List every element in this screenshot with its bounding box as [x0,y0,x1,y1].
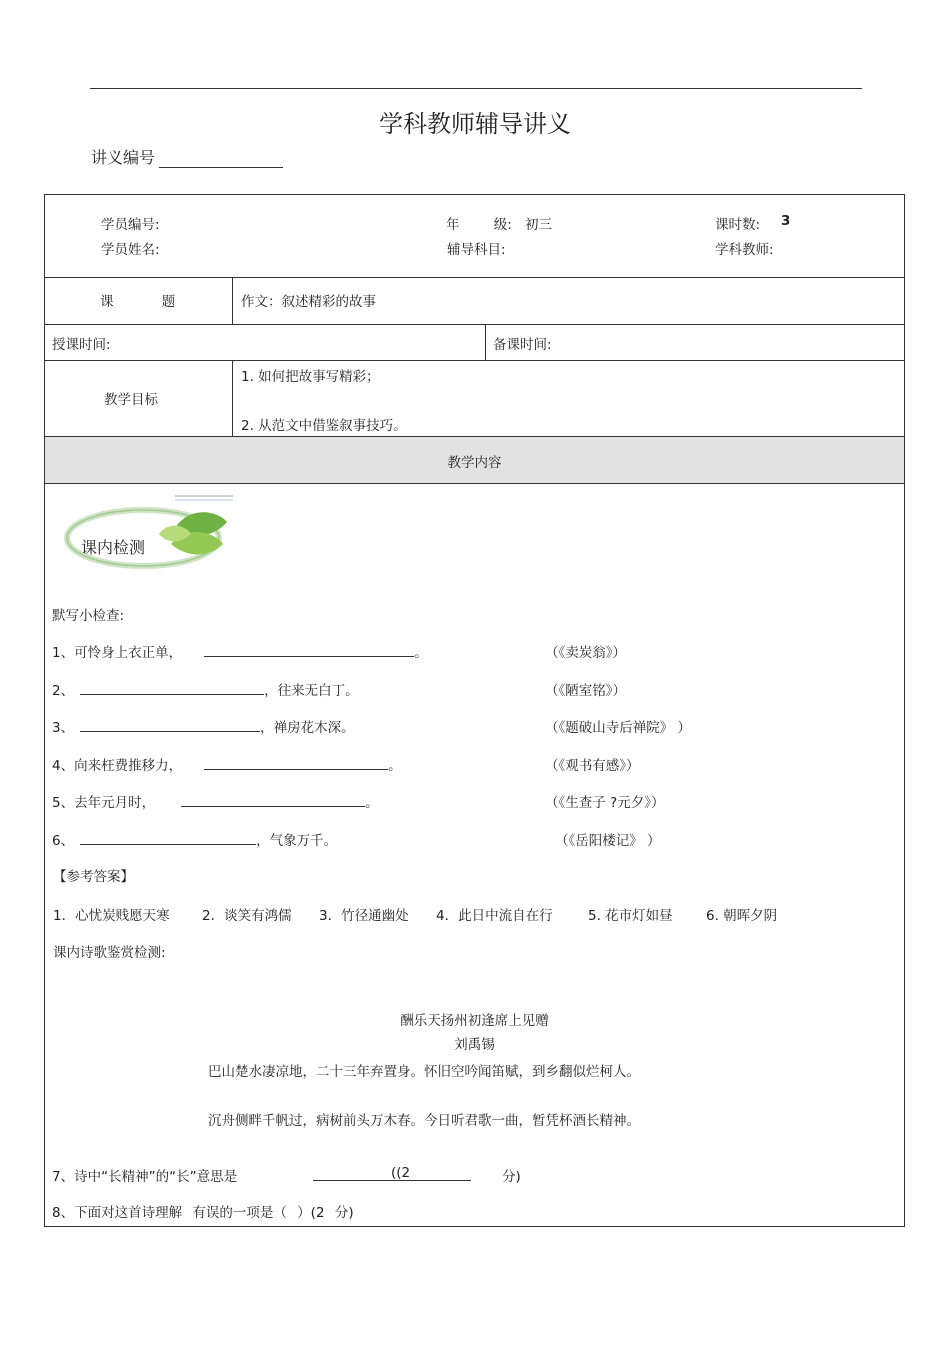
answer-blank [181,792,365,807]
answer-item: 5. 花市灯如昼 [588,908,673,924]
answer-item: 2．谈笑有鸿儒 [202,908,292,924]
dictation-title: 默写小检查: [52,608,125,624]
question-7: 7、诗中“长精神”的“长”意思是 [52,1169,238,1185]
dictation-source: （《观书有感》） [545,758,640,774]
lesson-table [44,194,905,1227]
dictation-item: 4、向来枉费推移力， 。 [52,754,402,774]
answer-item: 1．心忧炭贱愿天寒 [53,908,170,924]
dictation-source: （《题破山寺后禅院》 ） [545,720,692,736]
dictation-source: （《岳阳楼记》 ） [555,833,661,849]
question-7-score: ((2 [391,1165,411,1181]
answers-title: 【参考答案】 [53,869,134,885]
question-8: 8、下面对这首诗理解 有误的一项是（ ）(2 分) [52,1205,354,1221]
goal-item: 2. 从范文中借鉴叙事技巧。 [241,418,407,434]
leaf-logo-icon [63,492,233,572]
grade-value: 初三 [525,217,552,233]
grade-label: 年 级: [446,217,512,233]
dictation-item: 5、去年元月时， 。 [52,791,379,811]
answer-blank [80,680,264,695]
teacher-label: 学科教师: [715,242,774,258]
answer-blank [80,830,256,845]
row-divider [45,483,904,484]
dictation-source: （《卖炭翁》） [545,645,626,661]
col-divider [485,324,486,360]
poem-section-title: 课内诗歌鉴赏检测: [53,945,166,961]
teach-time-label: 授课时间: [52,337,111,353]
row-divider [45,324,904,325]
student-no-label: 学员编号: [101,217,160,233]
dictation-item: 2、 ，往来无白丁。 [52,679,359,699]
poem-line: 巴山楚水凄凉地，二十三年弃置身。怀旧空吟闻笛赋，到乡翻似烂柯人。 [208,1064,640,1080]
content-header: 教学内容 [447,455,502,471]
topic-value: 作文：叙述精彩的故事 [241,294,376,310]
row-divider [45,360,904,361]
dictation-item: 1、可怜身上衣正单， 。 [52,641,428,661]
answer-item: 3．竹径通幽处 [319,908,409,924]
row-divider [45,277,904,278]
dictation-item: 6、 ，气象万千。 [52,829,337,849]
prepare-time-label: 备课时间: [493,337,552,353]
doc-number [91,145,283,168]
goals-label: 教学目标 [104,392,158,408]
answer-blank [204,642,414,657]
page-title: 学科教师辅导讲义 [379,110,571,138]
topic-label: 课 题 [100,294,176,310]
dictation-item: 3、 ，禅房花木深。 [52,716,355,736]
student-name-label: 学员姓名: [101,242,160,258]
answer-item: 4．此日中流自在行 [436,908,553,924]
poem-title: 酬乐天扬州初逢席上见赠 [400,1013,549,1029]
poem-line: 沉舟侧畔千帆过，病树前头万木春。今日听君歌一曲，暂凭杯酒长精神。 [208,1113,640,1129]
col-divider [232,277,233,324]
answer-blank [204,755,388,770]
answer-item: 6. 朝晖夕阴 [706,908,778,924]
col-divider [232,360,233,436]
row-divider [45,436,904,437]
dictation-source: （《生查子 ?元夕》） [545,795,665,811]
doc-number-blank [159,151,283,168]
doc-number-label: 讲义编号 [91,148,156,167]
hours-label: 课时数: [715,217,761,233]
header-rule [90,88,862,89]
answer-blank [80,717,260,732]
poem-author: 刘禹锡 [454,1037,495,1053]
goal-item: 1. 如何把故事写精彩； [241,369,380,385]
question-7-unit: 分) [502,1169,521,1185]
logo-text: 课内检测 [81,538,146,557]
hours-value: 3 [781,213,791,229]
subject-label: 辅导科目: [447,242,506,258]
dictation-source: （《陋室铭》） [545,683,626,699]
